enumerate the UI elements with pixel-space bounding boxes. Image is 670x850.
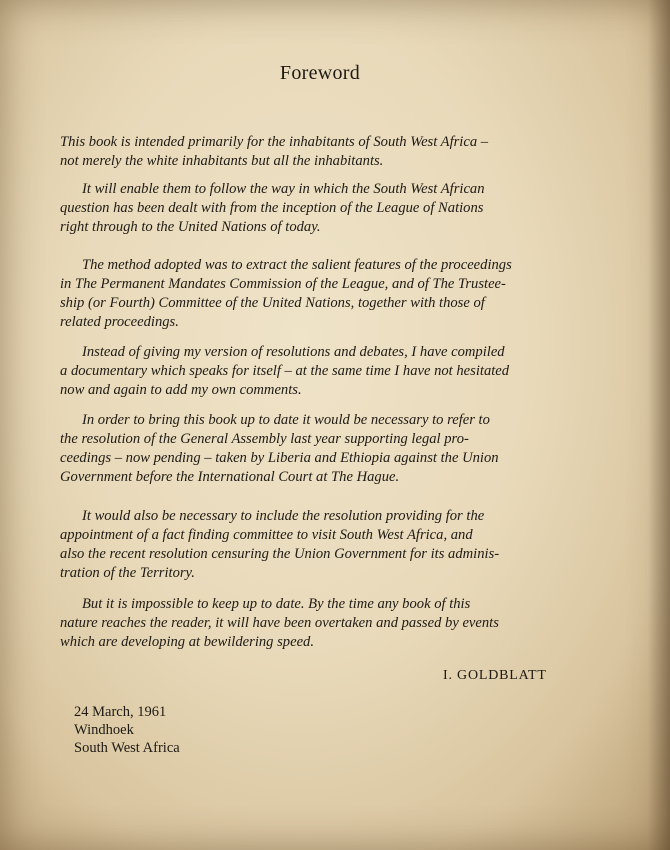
paragraph-3 — [60, 256, 590, 332]
paragraph-line: But it is impossible to keep up to date. By the time any book of this — [82, 596, 471, 612]
paragraph-line: a documentary which speaks for itself – at the same time I have not hesitated — [60, 363, 510, 379]
paragraph-line: the resolution of the General Assembly last year supporting legal pro- — [60, 431, 469, 447]
paragraph-6 — [60, 507, 590, 583]
paragraph-line: now and again to add my own comments. — [60, 382, 302, 398]
paragraph-line: tration of the Territory. — [60, 565, 195, 581]
paragraph-line: related proceedings. — [60, 314, 179, 330]
paragraph-line: nature reaches the reader, it will have been overtaken and passed by events — [60, 615, 499, 631]
paragraph-line: not merely the white inhabitants but all the inhabitants. — [60, 153, 384, 169]
paragraph-line: The method adopted was to extract the salient features of the proceedings — [82, 257, 512, 273]
paragraph-5 — [60, 411, 590, 487]
paragraph-line: ship (or Fourth) Committee of the United Nations, together with those of — [60, 295, 485, 311]
paragraph-1 — [60, 133, 590, 171]
country-line: South West Africa — [74, 740, 180, 756]
paragraph-line: which are developing at bewildering speed. — [60, 634, 314, 650]
paragraph-line: It will enable them to follow the way in which the South West African — [82, 181, 485, 197]
paragraph-7 — [60, 595, 590, 652]
paragraph-line: Government before the International Court at The Hague. — [60, 469, 400, 485]
paragraph-line: ceedings – now pending – taken by Liberia and Ethiopia against the Union — [60, 450, 499, 466]
author-signature: I. GOLDBLATT — [443, 668, 547, 683]
paragraph-line: appointment of a fact finding committee to visit South West Africa, and — [60, 527, 473, 543]
paragraph-2 — [60, 180, 590, 237]
date-line: 24 March, 1961 — [74, 704, 167, 720]
city-line: Windhoek — [74, 722, 134, 738]
date-place-block — [74, 703, 180, 757]
paragraph-line: Instead of giving my version of resolutions and debates, I have compiled — [82, 344, 505, 360]
paragraph-line: also the recent resolution censuring the Union Government for its adminis- — [60, 546, 500, 562]
paragraph-line: In order to bring this book up to date it would be necessary to refer to — [82, 412, 490, 428]
paragraph-line: It would also be necessary to include the resolution providing for the — [82, 508, 485, 524]
paragraph-line: in The Permanent Mandates Commission of the League, and of The Trustee- — [60, 276, 506, 292]
paragraph-line: question has been dealt with from the inception of the League of Nations — [60, 200, 484, 216]
paragraph-line: right through to the United Nations of today. — [60, 219, 321, 235]
paragraph-line: This book is intended primarily for the inhabitants of South West Africa – — [60, 134, 489, 150]
page-title: Foreword — [279, 62, 361, 84]
paragraph-4 — [60, 343, 590, 400]
